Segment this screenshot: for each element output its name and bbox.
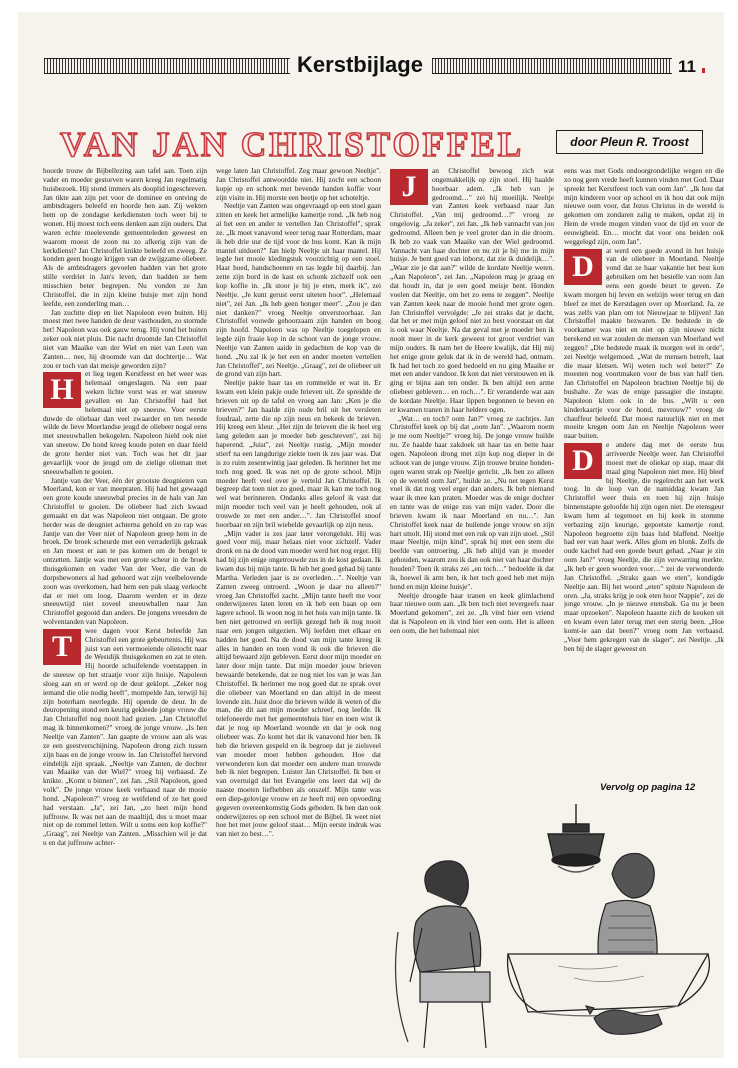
newspaper-page bbox=[18, 12, 724, 1058]
paragraph: Jantje van der Veer, één der grootste deugnieten van Moerland, kon er van meepraten. Hij had het gewaagd een grote koude sneeuwbal precies in de hals van Jan Christoffel te gooien. De oliebeer had zich kwaad gemaakt en dat was Napoleon niet ontgaan. De grote herder was de deugniet achterna gehold en zo rap was Jantje van der Veer niet of Napoleon greep hem in de broek. De broek scheurde met een verraderlijk gekraak en Jan moest er aan te pas komen om de bengel te ontzetten. Jantje was met een grote scheur in de broek thuisgekomen en vader Van der Veer, die van de dorpsbewoners al had gehoord wat zijn veelbelovende zoon was overkomen, had hem een pak slaag verkocht dat er niet om loog. Daarom werden er in deze sneeuwtijd niet zoveel sneeuwballen naar Jan Christoffel gegooid dan anders. De jongens vreesden de wolventanden van Napoleon. bbox=[43, 475, 207, 627]
table-icon bbox=[508, 954, 710, 1016]
paragraph: hoorde trouw de Bijbellezing aan tafel aan. Toen zijn vader en moeder gestorven waren kreeg Jan regelmatig huisbezoek. Hij stond immers als dooplid ingeschreven. Jan tikte aan zijn pet voor de dominee en ontving de ambtsdragers beleefd en hoorde hen aan. Zij wekten hem op de zondagse kerkdiensten toch weer bij te wonen. Hij moest toch eens denken aan zijn ouders. Dat waren echte meelevende gemeenteleden geweest en waarom moest de zoon nu zo afkerig zijn van de kerkdienst? Jan Christoffel knikte beleefd en zweeg. Ze konden geen hoogte krijgen van de zwijgzame oliebeer. Als de ambtsdragers gevoelen hadden van het grote stille verdriet in Jan's leven, dan hadden ze hem misschien beter begrepen. Nu vonden ze Jan Christoffel, die in zijn kleine huisje met zijn hond leefde, een zonderling man… bbox=[43, 167, 207, 308]
dog-figure-icon bbox=[586, 1006, 662, 1034]
drop-cap-d: D bbox=[564, 443, 602, 479]
paragraph: „Mijn vader is zes jaar later verongelukt. Hij was goed voor mij, maar helaas niet voor zichzelf. Vader dronk en na de dood van moeder werd het nog erger. Hij had bij zijn enige ongetrouwde zus in de kost gedaan. Ik kwam dus bij mijn tante. Ik heb het goed gehad bij tante Martha. Verleden jaar is ze overleden…". Neeltje van Zanten zweeg ontroerd. „Woon je daar nu alleen?" vroeg Jan Christoffel zacht. „Mijn tante heeft me voor onderwijzeres laten leren en ik heb een baan op een lagere school. Ik woon nog in het huis van mijn tante. Ik ben niet getrouwd en eerlijk gezegd heb ik nog nooit naar een jongen uitgezien. Wij leefden met elkaar en hadden het goed. Na de dood van mijn tante kreeg ik alles in handen en toen vond ik ook die brieven die altijd bewaard zijn gebleven. Eerst door mijn moeder en later door mijn tante. Dat mijn moeder jouw brieven bewaarde betekende, dat ze nog niet los van je was Jan Christoffel. Ik herinner me nog goed dat ze sprak over die oliebeer van Moerland en dan altijd in de meest lovende zin. Juist door die brieven wilde ik weten of die man, die dit aan mijn moeder schreef, nog leefde. Ik telefoneerde met het gemeentehuis hier en toen wist ik dat je nog op Moerland woonde en dat je ook nog oliebeer was. Zo komt het dat ik vanavond hier ben. Ik heb die brieven gespeld en ik begroep dat je zielsveel van moeder moet hebben gehouden. Hoe dat verwonderen kon dat moeder een andere man trouwde heb ik niet begrepen. Luister Jan Christoffel. Ik ben er van overtuigd dat het Evangelie ons leert dat wij de naaste moeten liefhebben als onszelf. Mijn tante was een diep-gelovige vrouw en ze heeft mij een opvoeding gegeven overeenkomstig Gods geboden. Ik ben dan ook onderwijzeres op een school met de Bijbel. Ik weet niet hoe het met jouw geloof staat… Mijn eerste indruk was van niet zo best…". bbox=[216, 528, 381, 839]
drop-cap-j: J bbox=[390, 169, 428, 205]
continued-note: Vervolg op pagina 12 bbox=[600, 782, 696, 793]
column-4 bbox=[564, 167, 724, 779]
column-3 bbox=[390, 167, 554, 797]
paragraph: at werd een goede avond in het huisje van de oliebeer in Moerland. Neeltje vond dat ze haar vakantie het best kon gebruiken om het bestelle van oom Jan eens een goede beurt te geven. Ze kwam morgen bij leven en welzijn weer terug en dan bleef ze met de Kerstdagen over op Moerland. Ja, ze was zelfs van plan om tot Nieuwjaar te blijven! Jan Christoffel maakte bezwaren. De bedstede in de voorkamer was niet en niet op zijn nieuwe nicht berekend en wat zouden de mensen van Moerland wel zeggen? „Die bedstede maak ik morgen wel in orde", zei Neeltje welgemoed. „Wat de mensen betreft, laat die maar kletsen. Wij weten toch wel beter?" Ze moesten nog voortmaken voor de bus van half tien. Jan Christoffel en Napoleon brachten Neeltje bij de bushalte. Ze was de enige passagier die instapte. Napoleon klom ook in de bus. „Wilt u een kinderkaartje voor de hond, mevrouw?" vroeg de chauffeur beleefd. Dat moest natuurlijk niet en met moeite kregen oom Jan en Neeltje Napoleon weer naar buiten. bbox=[564, 245, 724, 441]
byline-box: door Pleun R. Troost bbox=[556, 130, 703, 154]
page-number: 11 bbox=[678, 57, 696, 76]
paragraph: Jan zuchtte diep en liet Napoleon even buiten. Hij moest met twee handen de deur vasthouden, zo stormde het! Napoleon was ook gauw terug. Hij vond het buiten zeker ook niet pluis. Die nacht droomde Jan Christoffel niet van Maaike van der Wiel en niet van Leen van Zanten… nee, hij droomde van dat dochtertje… Wat zou er toch van dat meisje geworden zijn? bbox=[43, 307, 207, 370]
drop-cap-h: H bbox=[43, 372, 81, 408]
paragraph: Neeltje droogde haar tranen en keek glimlachend haar nieuwe oom aan. „Ik ben toch niet tevergeefs naar Moerland gekomen", zei ze. „Ik vind hier een vriend dat is Napoleon en ik vind hier een oom. Het is alleen een oom, die het helemaal niet bbox=[390, 590, 554, 635]
header-rule-left bbox=[44, 58, 290, 74]
hanging-lamp-icon bbox=[548, 804, 604, 872]
story-headline: VAN JAN CHRISTOFFEL bbox=[60, 125, 525, 164]
paragraph: et lieg tegen Kerstfeest en het weer was helemaal omgeslagen. Na een paar weken lichte vorst was er wat sneeuw gevallen en Jan Christoffel had het helemaal niet op sneeuw. Voor eerste duwde de oliebaar dan veel zwaarder en ten tweede wilde de lieve Moerlandse jeugd de oliebeer nogal eens met sneeuwballen bekogelen. Napoleon hield ook niet van sneeuw. De hond kreeg koude poten en daar hield de grote herder niet van. Toch was het dit jaar gevaarlijk voor de jeugd om de zielige olieman met sneeuwballen te gooien. bbox=[43, 369, 207, 476]
man-figure-icon bbox=[396, 861, 490, 1048]
paragraph: wee dagen voor Kerst beleefde Jan Christoffel een grote gebeurtenis. Hij was juist van een vermoeiende olietocht naar de Westdijk thuisgekomen en zat te eten. Hij hoorde schuifelende voetstappen in de sneeuw op het straatje voor zijn huisje. Napoleon sloeg aan en er werd op de deur geklopt. „Zeker nog iemand die olie nodig heeft", mompelde Jan, terwijl hij zijn boterham neerlegde. Hij opende de deur. In de deuropening stond een keurig gekleede jonge vrouw die Jan Christoffel nog nooit had gezien. „Jan Christoffel mag ik binnenkomen?" vroeg de jonge vrouw. „Is hen Neeltje van Zanten". Jan gaapte de vrouw aan als was ze een geestverschijning. Napoleon drong zich tussen zijn baas en de jonge vrouw in. Jan Christoffel hervond eindelijk zijn spraak. „Neeltje van Zanten, de dochter van Maaike van der Wiel?" vroeg hij verbaasd. Ze knikte. „Komt u binnen", zei Jan. „Stil Napoleon, goed volk". De jonge vrouw keek verbaasd naar de mooie hond. „Napoleon?" vroeg ze weifelend of ze het goed had verstaan. „Ja", zei Jan, „zo heet mijn hond juffrouw. Ik was net aan de maaltijd, dus u moet maar niet op de rommel letten. Wilt u soms een kop koffie?" „Graag", zei Neeltje van Zanten. „Misschien wil je dat u en dat juffrouw achter- bbox=[43, 625, 207, 848]
column-1 bbox=[43, 167, 207, 1049]
paragraph: an Christoffel bewoog zich wat ongemakkelijk op zijn stoel. Hij haalde hoorbaar adem. „Ik heb van je gedroomd…" zei hij moeilijk. Neeltje van Zanten keek verbaasd naar Jan Christoffel. „Van mij gedroomd…?" vroeg ze ongelovig. „Ja zeker", zei Jan. „Ik heb vannacht van jou gedroomd. Alleen ben je veel groter dan in die droom. Ik heb zo vaak van Maaike van der Wiel gedroomd. Vannacht van haar dochter en nu zit je bij me in mijn huisje. Je bent goed van inborst, dat zie ik duidelijk…". „Waar zie je dat aan?" wilde de kordate Neeltje weten. „Aan Napoleon", zei Jan. „Napoleon mag je graag en dat houdt in, dat je een goed meisje bent. Honden voelen dat Neeltje, om het zo eens te zeggen". Neeltje van Zanten keek naar de mooie hond met grote ogen. Jan Christoffel vervolgde: „Je zei straks dat je dacht, dat het er met mijn geloof niet zo best voorstaat en dat is ook waar Neeltje. Na dat geval met je moeder ben ik nooit meer in de kerk geweest tot groot verdriet van mijn ouders. Ik nam het de Heere kwalijk, dat Hij mij het enige grote geluk dat ik in de wereld had, ontnam. Ik had het toch zo goed bedoeld en nu ging Maaike er met een ander vandoor. Ik kon dat niet verstouwen en ik ging er bijna aan ten onder. Ik ben altijd een arme oliebeer gebleven… en toch…". Er veranderde wat aan de kordate Neeltje. Haar lippen begonnen te beven en er kwamen tranen in haar heldere ogen. bbox=[390, 167, 554, 414]
paragraph: „Wat… en toch? oom Jan?" vroeg ze zachtjes. Jan Christoffel keek op bij dat „oom Jan". „Waarom noem je me oom Neeltje?" vroeg hij. De jonge vrouw huilde nu. Ze haalde haar zakdoek uit haar tas en bette haar ogen. Napoleon drong met zijn kop nog dieper in de schoot van de jonge vrouw. Zijn trouwe bruine honden-ogen waren strak op Neeltje gericht. „Ik ben zo alleen op de wereld oom Jan", huilde ze. „Nu net tegen Kerst voel ik dat nog veel erger dan anders. Ik heb niemand waar ik mee kan praten. Moeder was de enige dochter en tante was de enige zus van mijn vader. Door die brieven kwam ik naar Moerland en nu…". Jan Christoffel keek naar de huilende jonge vrouw en zijn hart smolt. Hij stond met een ruk op van zijn stoel. „Stil maar Neeltje, mijn kind", sprak hij met een stem die beefde van ontroering. „Ik heb altijd van je moeder gehouden, waarom zou ik dan ook niet van haar dochter houden? Toen ik straks zei „en toch…" bedoelde ik dat ik, hoewel ik arm ben, ik het toch goed heb met mijn hond en mijn kleine huisje". bbox=[390, 413, 554, 591]
column-2 bbox=[216, 167, 381, 1049]
paragraph: Neeltje pakte haar tas en rommelde er wat in. Er kwam een klein pakje oude brieven uit. Ze spreidde de brieven uit op de tafel en vroeg aan Jan: „Ken je die brieven?" Jan haalde zijn oude bril uit het versleten foudraal, zette die op zijn neus en bekeek de brieven. Hij kreeg een kleur. „Het zijn de brieven die ik heel erg lang geleden aan je moeder heb geschreven", zei hij haperend. „Juist", zei Neeltje rustig. „Mijn moeder stierf na een langdurige ziekte toen ik zes jaar was. Dat is zo ruim zesentwintig jaar geleden. Ik herinner het me toch nog goed. Ik was net op de grote school. Mijn moeder heeft veel over je verteld Jan Christoffel. Ik begreep dat toen niet zo goed, maar ik kan me toch nog wel wat herinneren. Ondanks alles geloof ik vast dat mijn moeder toch veel van je heeft gehouden, ook al trouwde ze met een ander…". Jan Christoffel snoof hoorbaar en zijn bril wiebelde gevaarlijk op zijn neus. bbox=[216, 378, 381, 529]
header-rule-right bbox=[432, 58, 672, 74]
story-illustration bbox=[358, 804, 722, 1054]
woman-figure-icon bbox=[598, 853, 657, 968]
section-title: Kerstbijlage bbox=[297, 52, 423, 77]
paragraph: e andere dag met de eerste bus arriveerde Neeltje weer. Jan Christoffel moest met de oliekar op stap, maar dit maal ging Napoleon niet mee. Hij bleef bij Neeltje, die regelrecht aan het werk toog. In de loop van de namiddag kwam Jan Christoffel weer thuis en toen hij zijn huisje binnenstapte geloofde hij zijn ogen niet. De etensgeur kwam hem al tegemoet en hij keek in stomme verbazing zijn keurige, gepoetste kamertje rond. Napoleon begroette zijn baas luid blaffend. Neeltje had eer van haar werk. Alles glom en blonk. Zelfs de oude kachel had een goede beurt gehad. „Naar je zin oom Jan?" vroeg Neeltje, die zijn verwarring merkte. „Ik heb er geen woorden voor…" zei de verwonderde Jan Christoffel. „Straks gaan we eten", kondigde Neeltje aan. Bij het woord „eten" spitste Napoleon de oren. „Ja, straks krijg je ook eten hoor Nappie", zei de jonge vrouw. „In je nieuwe etensbak. Ga nu je been maar opzoeken". Napoleon haastte zich de keuken uit en kwam even later terug met een sterig been. „Hoe komt-ie aan dat been?" vroeg oom Jan verbaasd. „Voor hem gekregen van de slager", zei Neeltje. „Ik ben bij de slager geweest en bbox=[564, 440, 724, 653]
drop-cap-t: T bbox=[43, 629, 81, 665]
paragraph: eens was met Gods ondoorgrondelijke wegen en die zo nog geen vrede heeft kunnen vinden met God. Daar spreekt het Kerstfeest toch van oom Jan". „Ik hou dat mijn kinderen voor op school en ik hou dat ook mijn nieuwe oom voor, dat Jezus Christus in de wereld is gekomen om zondaren zalig te maken, opdat zij in Hem de vrede mogen vinden voor de tijd en voor de eeuwigheid. En… mocht dat voor ons beiden ook weggelegd zijn, oom Jan". bbox=[564, 167, 724, 246]
red-mark bbox=[702, 68, 705, 73]
paragraph: Neeltje van Zanten was ongevraagd op een stoel gaan zitten en keek het armelijke kamertje rond. „Ik heb nog al het een en ander te vertellen Jan Christoffel", sprak ze. „Ik moet vanavond weer terug naar Rotterdam, maar ik heb drie uur de tijd voor de bus komt. Kan ik mijn mantel uitdoen?" Jan hielp Neeltje uit haar mantel. Hij legde het mooie kledingstuk voorzichtig op een stoel. Haar hoed, handschoenen en tas legde hij daarbij. Jan zette zijn bord in de kast en schonk zichzelf ook een kop koffie in. „Ik stoor je bij je eten, merk ik", zei Neeltje. „Je kunt gerust eerst uiteten hoor". „Helemaal niet", zei Jan. „Ik heb geen honger meer". „Zou je dan niet danken?" vroeg Neeltje onverstoorbaar. Jan Christoffel vouwde gehoorzaam zijn handen en boog zijn hoofd. Napoleon was op Neeltje toegelopen en legde zijn fraaie kop in de schoot van de jonge vrouw. Neeltje van Zanten aaide in gedachten de kop van de hond. „Nu zal ik je het een en ander moeten vertellen Jan Christoffel", zei Neeltje. „Graag", zei de oliebeer uit de grond van zijn hart. bbox=[216, 201, 381, 379]
paragraph: wege laten Jan Christoffel. Zeg maar gewoon Neeltje". Jan Christoffel antwoordde niet. Hij zocht een schoon kopje op en schonk met bevende handen koffie voor zijn visite in. Hij morste een beetje op het schoteltje. bbox=[216, 167, 381, 202]
drop-cap-d: D bbox=[564, 249, 602, 285]
